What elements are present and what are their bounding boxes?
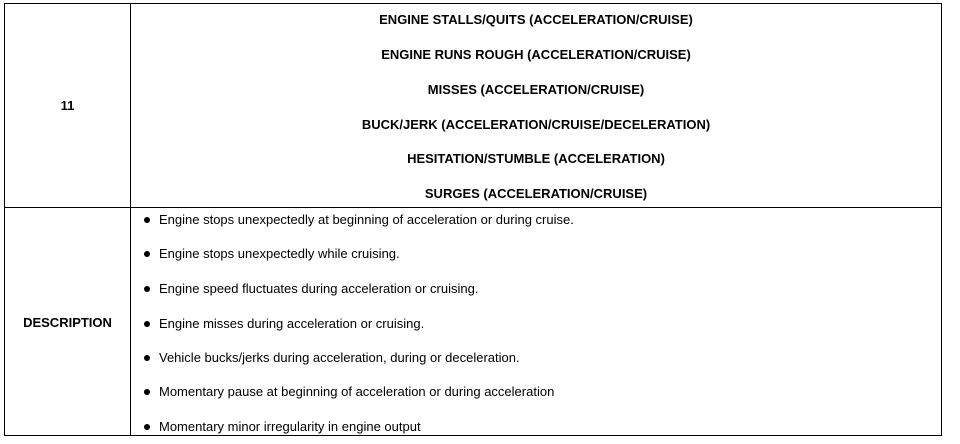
description-list — [131, 208, 941, 437]
list-item — [159, 212, 574, 228]
bullet-icon — [144, 321, 150, 327]
list-item-text: Engine stops unexpectedly at beginning of acceleration or during cruise. — [159, 212, 574, 227]
symptom-title: ENGINE STALLS/QUITS (ACCELERATION/CRUISE) — [379, 12, 693, 27]
bullet-icon — [144, 389, 150, 395]
list-item-text: Vehicle bucks/jerks during acceleration, during or deceleration. — [159, 350, 520, 365]
symptom-title: HESITATION/STUMBLE (ACCELERATION) — [407, 151, 665, 166]
list-item — [159, 384, 554, 400]
symptom-list — [131, 4, 941, 207]
symptom-table — [4, 3, 942, 436]
list-item-text: Engine speed fluctuates during acceleration or cruising. — [159, 281, 479, 296]
list-item-text: Engine misses during acceleration or cruising. — [159, 316, 425, 331]
bullet-icon — [144, 355, 150, 361]
symptom-title: BUCK/JERK (ACCELERATION/CRUISE/DECELERATION) — [361, 117, 711, 132]
description-label: DESCRIPTION — [23, 315, 112, 330]
bullet-icon — [144, 217, 150, 223]
list-item-text: Momentary minor irregularity in engine output — [159, 419, 421, 434]
list-item — [159, 281, 478, 297]
list-item — [159, 419, 421, 435]
bullet-icon — [144, 424, 150, 430]
list-item-text: Momentary pause at beginning of acceleration or during acceleration — [159, 384, 555, 399]
list-item-text: Engine stops unexpectedly while cruising. — [159, 246, 400, 261]
bullet-icon — [144, 286, 150, 292]
symptom-title: MISSES (ACCELERATION/CRUISE) — [427, 82, 645, 97]
symptom-code: 11 — [60, 98, 75, 113]
list-item — [159, 350, 520, 366]
symptom-title: ENGINE RUNS ROUGH (ACCELERATION/CRUISE) — [381, 47, 691, 62]
list-item — [159, 316, 424, 332]
bullet-icon — [144, 251, 150, 257]
symptom-title: SURGES (ACCELERATION/CRUISE) — [424, 186, 648, 201]
list-item — [159, 246, 400, 262]
